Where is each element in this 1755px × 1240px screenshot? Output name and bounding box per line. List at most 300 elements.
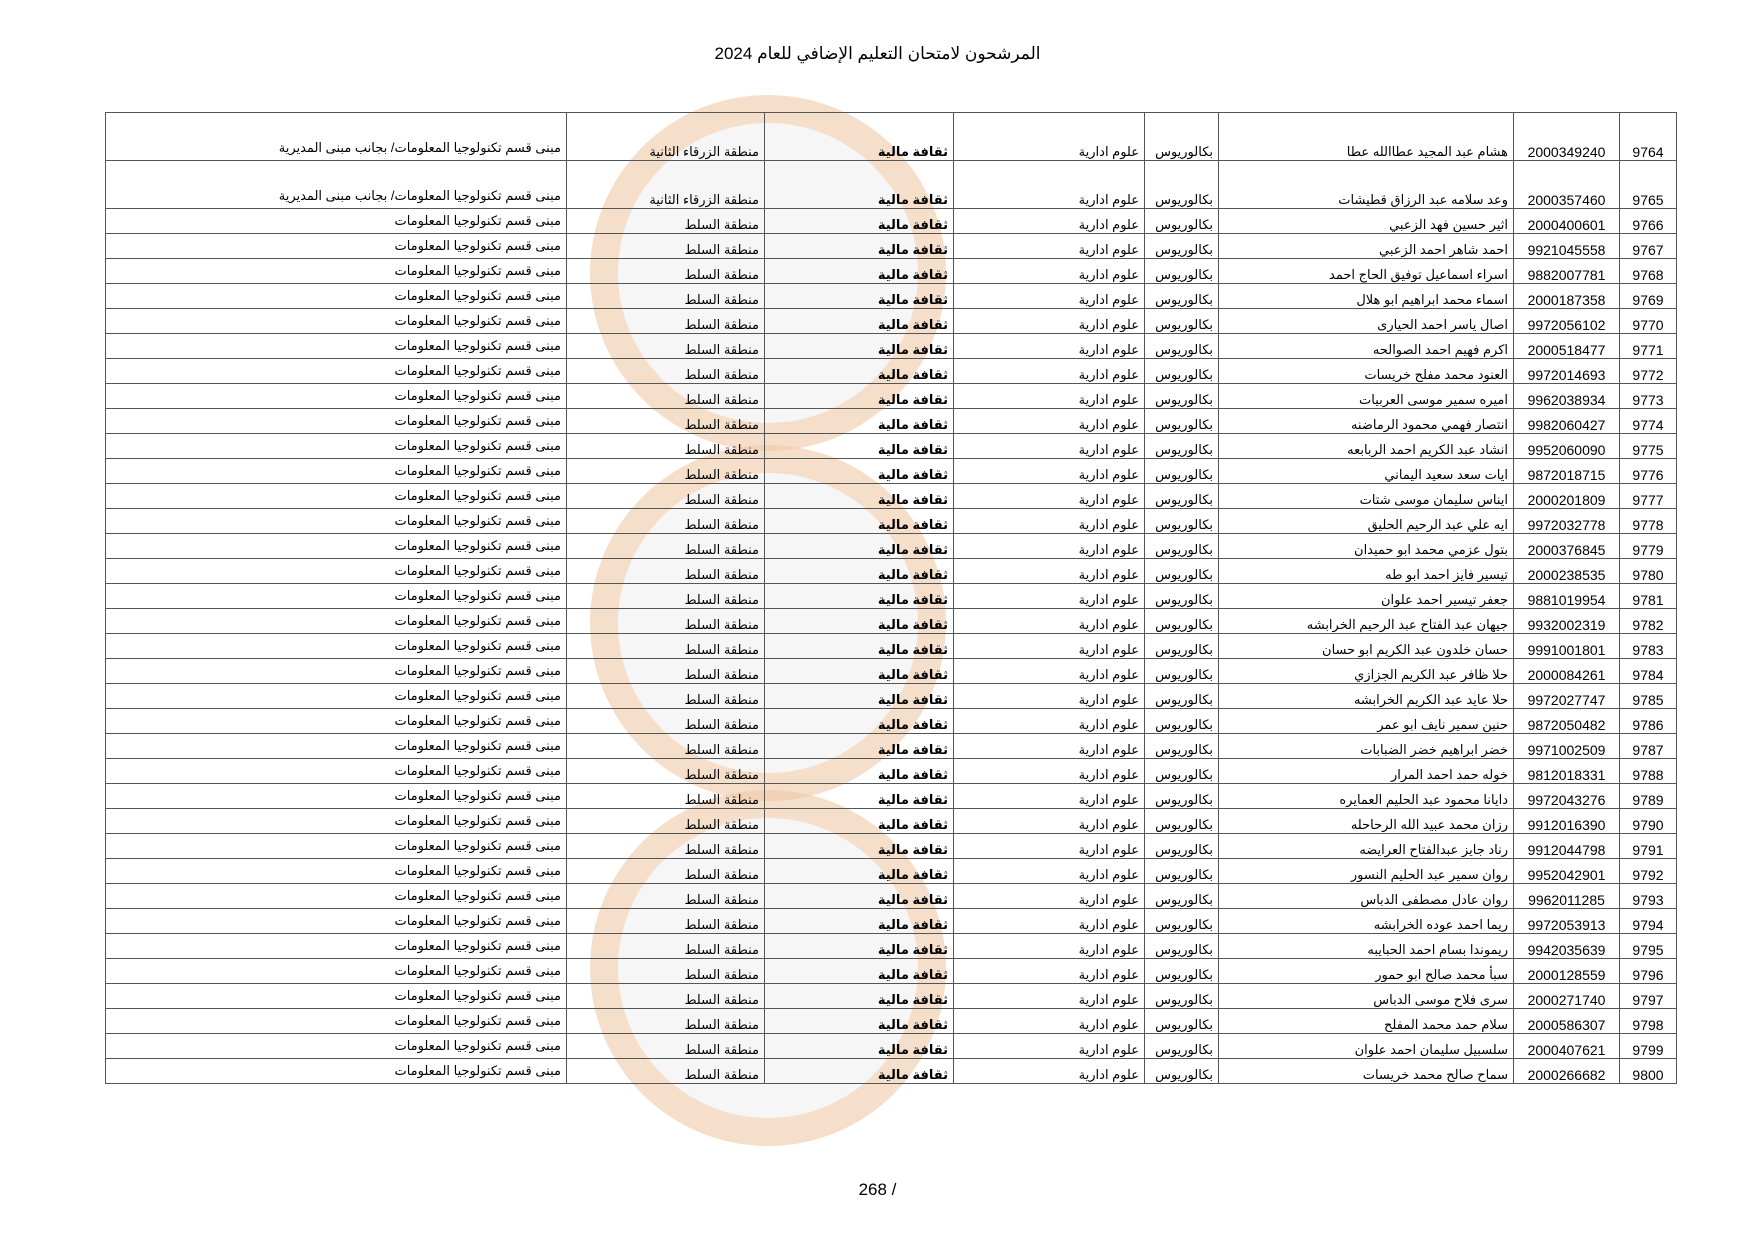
specialization-cell: علوم ادارية <box>954 209 1145 234</box>
student-name-cell: حنين سمير نايف ابو عمر <box>1219 709 1514 734</box>
sequence-cell: 9798 <box>1620 1009 1677 1034</box>
subject-cell: ثقافة مالية <box>765 709 954 734</box>
degree-cell: بكالوريوس <box>1145 1034 1219 1059</box>
degree-cell: بكالوريوس <box>1145 584 1219 609</box>
region-cell: منطقة السلط <box>567 209 765 234</box>
subject-cell: ثقافة مالية <box>765 659 954 684</box>
degree-cell: بكالوريوس <box>1145 534 1219 559</box>
degree-cell: بكالوريوس <box>1145 634 1219 659</box>
subject-cell: ثقافة مالية <box>765 1009 954 1034</box>
degree-cell: بكالوريوس <box>1145 659 1219 684</box>
student-id-cell: 9952060090 <box>1514 434 1620 459</box>
subject-cell: ثقافة مالية <box>765 384 954 409</box>
exam-location-cell: مبنى قسم تكنولوجيا المعلومات <box>106 859 567 884</box>
exam-location-cell: مبنى قسم تكنولوجيا المعلومات <box>106 734 567 759</box>
specialization-cell: علوم ادارية <box>954 309 1145 334</box>
exam-location-cell: مبنى قسم تكنولوجيا المعلومات <box>106 284 567 309</box>
table-row <box>106 734 1677 759</box>
exam-location-cell: مبنى قسم تكنولوجيا المعلومات/ بجانب مبنى المديرية <box>106 161 567 209</box>
sequence-cell: 9796 <box>1620 959 1677 984</box>
sequence-cell: 9788 <box>1620 759 1677 784</box>
specialization-cell: علوم ادارية <box>954 584 1145 609</box>
sequence-cell: 9785 <box>1620 684 1677 709</box>
exam-location-cell: مبنى قسم تكنولوجيا المعلومات <box>106 834 567 859</box>
degree-cell: بكالوريوس <box>1145 759 1219 784</box>
sequence-cell: 9775 <box>1620 434 1677 459</box>
specialization-cell: علوم ادارية <box>954 809 1145 834</box>
student-id-cell: 9962038934 <box>1514 384 1620 409</box>
sequence-cell: 9800 <box>1620 1059 1677 1084</box>
student-name-cell: اسماء محمد ابراهيم ابو هلال <box>1219 284 1514 309</box>
subject-cell: ثقافة مالية <box>765 884 954 909</box>
student-id-cell: 2000376845 <box>1514 534 1620 559</box>
degree-cell: بكالوريوس <box>1145 884 1219 909</box>
table-row <box>106 534 1677 559</box>
region-cell: منطقة السلط <box>567 284 765 309</box>
student-name-cell: ريما احمد عوده الخرابشه <box>1219 909 1514 934</box>
student-name-cell: بتول عزمي محمد ابو حميدان <box>1219 534 1514 559</box>
degree-cell: بكالوريوس <box>1145 1059 1219 1084</box>
exam-location-cell: مبنى قسم تكنولوجيا المعلومات <box>106 209 567 234</box>
specialization-cell: علوم ادارية <box>954 434 1145 459</box>
subject-cell: ثقافة مالية <box>765 634 954 659</box>
sequence-cell: 9776 <box>1620 459 1677 484</box>
specialization-cell: علوم ادارية <box>954 759 1145 784</box>
region-cell: منطقة السلط <box>567 984 765 1009</box>
region-cell: منطقة السلط <box>567 484 765 509</box>
region-cell: منطقة السلط <box>567 1034 765 1059</box>
subject-cell: ثقافة مالية <box>765 859 954 884</box>
sequence-cell: 9781 <box>1620 584 1677 609</box>
table-row <box>106 559 1677 584</box>
subject-cell: ثقافة مالية <box>765 559 954 584</box>
subject-cell: ثقافة مالية <box>765 284 954 309</box>
student-id-cell: 9982060427 <box>1514 409 1620 434</box>
exam-location-cell: مبنى قسم تكنولوجيا المعلومات <box>106 884 567 909</box>
exam-location-cell: مبنى قسم تكنولوجيا المعلومات <box>106 784 567 809</box>
table-row <box>106 209 1677 234</box>
student-id-cell: 9972043276 <box>1514 784 1620 809</box>
student-name-cell: خوله حمد احمد المرار <box>1219 759 1514 784</box>
specialization-cell: علوم ادارية <box>954 934 1145 959</box>
exam-location-cell: مبنى قسم تكنولوجيا المعلومات <box>106 584 567 609</box>
degree-cell: بكالوريوس <box>1145 459 1219 484</box>
degree-cell: بكالوريوس <box>1145 334 1219 359</box>
table-row <box>106 634 1677 659</box>
specialization-cell: علوم ادارية <box>954 1059 1145 1084</box>
degree-cell: بكالوريوس <box>1145 984 1219 1009</box>
student-id-cell: 2000407621 <box>1514 1034 1620 1059</box>
page-title: المرشحون لامتحان التعليم الإضافي للعام 2024 <box>714 44 1041 63</box>
table-row <box>106 759 1677 784</box>
subject-cell: ثقافة مالية <box>765 684 954 709</box>
student-id-cell: 9812018331 <box>1514 759 1620 784</box>
region-cell: منطقة السلط <box>567 384 765 409</box>
region-cell: منطقة السلط <box>567 459 765 484</box>
table-row <box>106 784 1677 809</box>
table-row <box>106 809 1677 834</box>
sequence-cell: 9795 <box>1620 934 1677 959</box>
subject-cell: ثقافة مالية <box>765 484 954 509</box>
table-row <box>106 459 1677 484</box>
student-name-cell: وعد سلامه عبد الرزاق قطيشات <box>1219 161 1514 209</box>
subject-cell: ثقافة مالية <box>765 434 954 459</box>
sequence-cell: 9797 <box>1620 984 1677 1009</box>
student-id-cell: 9972056102 <box>1514 309 1620 334</box>
sequence-cell: 9772 <box>1620 359 1677 384</box>
student-id-cell: 9872050482 <box>1514 709 1620 734</box>
degree-cell: بكالوريوس <box>1145 384 1219 409</box>
specialization-cell: علوم ادارية <box>954 909 1145 934</box>
table-row <box>106 284 1677 309</box>
degree-cell: بكالوريوس <box>1145 834 1219 859</box>
degree-cell: بكالوريوس <box>1145 113 1219 161</box>
subject-cell: ثقافة مالية <box>765 584 954 609</box>
subject-cell: ثقافة مالية <box>765 309 954 334</box>
specialization-cell: علوم ادارية <box>954 609 1145 634</box>
student-name-cell: سماح صالح محمد خريسات <box>1219 1059 1514 1084</box>
region-cell: منطقة السلط <box>567 1059 765 1084</box>
region-cell: منطقة السلط <box>567 509 765 534</box>
degree-cell: بكالوريوس <box>1145 609 1219 634</box>
subject-cell: ثقافة مالية <box>765 609 954 634</box>
exam-location-cell: مبنى قسم تكنولوجيا المعلومات <box>106 1034 567 1059</box>
student-id-cell: 2000187358 <box>1514 284 1620 309</box>
exam-location-cell: مبنى قسم تكنولوجيا المعلومات <box>106 509 567 534</box>
specialization-cell: علوم ادارية <box>954 859 1145 884</box>
degree-cell: بكالوريوس <box>1145 934 1219 959</box>
exam-location-cell: مبنى قسم تكنولوجيا المعلومات <box>106 484 567 509</box>
student-id-cell: 9881019954 <box>1514 584 1620 609</box>
table-row <box>106 113 1677 161</box>
sequence-cell: 9767 <box>1620 234 1677 259</box>
table-row <box>106 959 1677 984</box>
subject-cell: ثقافة مالية <box>765 984 954 1009</box>
exam-location-cell: مبنى قسم تكنولوجيا المعلومات <box>106 1059 567 1084</box>
region-cell: منطقة السلط <box>567 609 765 634</box>
specialization-cell: علوم ادارية <box>954 1009 1145 1034</box>
subject-cell: ثقافة مالية <box>765 509 954 534</box>
region-cell: منطقة السلط <box>567 909 765 934</box>
subject-cell: ثقافة مالية <box>765 759 954 784</box>
student-name-cell: روان سمير عبد الحليم النسور <box>1219 859 1514 884</box>
degree-cell: بكالوريوس <box>1145 959 1219 984</box>
table-row <box>106 859 1677 884</box>
student-name-cell: انتصار فهمي محمود الرماضنه <box>1219 409 1514 434</box>
student-id-cell: 9912016390 <box>1514 809 1620 834</box>
degree-cell: بكالوريوس <box>1145 684 1219 709</box>
sequence-cell: 9770 <box>1620 309 1677 334</box>
subject-cell: ثقافة مالية <box>765 259 954 284</box>
student-name-cell: اميره سمير موسى العربيات <box>1219 384 1514 409</box>
specialization-cell: علوم ادارية <box>954 409 1145 434</box>
student-id-cell: 2000586307 <box>1514 1009 1620 1034</box>
student-name-cell: جيهان عبد الفتاح عبد الرحيم الخرابشه <box>1219 609 1514 634</box>
specialization-cell: علوم ادارية <box>954 1034 1145 1059</box>
specialization-cell: علوم ادارية <box>954 534 1145 559</box>
student-name-cell: اكرم فهيم احمد الصوالحه <box>1219 334 1514 359</box>
student-name-cell: خضر ابراهيم خضر الضبابات <box>1219 734 1514 759</box>
degree-cell: بكالوريوس <box>1145 259 1219 284</box>
specialization-cell: علوم ادارية <box>954 113 1145 161</box>
student-name-cell: حلا عايد عبد الكريم الخرابشه <box>1219 684 1514 709</box>
region-cell: منطقة السلط <box>567 634 765 659</box>
degree-cell: بكالوريوس <box>1145 359 1219 384</box>
student-id-cell: 2000266682 <box>1514 1059 1620 1084</box>
region-cell: منطقة السلط <box>567 434 765 459</box>
degree-cell: بكالوريوس <box>1145 234 1219 259</box>
degree-cell: بكالوريوس <box>1145 409 1219 434</box>
subject-cell: ثقافة مالية <box>765 809 954 834</box>
sequence-cell: 9789 <box>1620 784 1677 809</box>
specialization-cell: علوم ادارية <box>954 284 1145 309</box>
table-row <box>106 884 1677 909</box>
degree-cell: بكالوريوس <box>1145 434 1219 459</box>
student-name-cell: ايناس سليمان موسى شتات <box>1219 484 1514 509</box>
student-id-cell: 9962011285 <box>1514 884 1620 909</box>
region-cell: منطقة السلط <box>567 959 765 984</box>
region-cell: منطقة السلط <box>567 584 765 609</box>
sequence-cell: 9786 <box>1620 709 1677 734</box>
exam-location-cell: مبنى قسم تكنولوجيا المعلومات <box>106 534 567 559</box>
table-row <box>106 161 1677 209</box>
exam-location-cell: مبنى قسم تكنولوجيا المعلومات <box>106 809 567 834</box>
exam-location-cell: مبنى قسم تكنولوجيا المعلومات <box>106 259 567 284</box>
sequence-cell: 9793 <box>1620 884 1677 909</box>
specialization-cell: علوم ادارية <box>954 459 1145 484</box>
specialization-cell: علوم ادارية <box>954 784 1145 809</box>
region-cell: منطقة الزرقاء الثانية <box>567 161 765 209</box>
table-row <box>106 834 1677 859</box>
table-row <box>106 684 1677 709</box>
specialization-cell: علوم ادارية <box>954 259 1145 284</box>
region-cell: منطقة السلط <box>567 659 765 684</box>
region-cell: منطقة السلط <box>567 259 765 284</box>
subject-cell: ثقافة مالية <box>765 409 954 434</box>
sequence-cell: 9769 <box>1620 284 1677 309</box>
sequence-cell: 9774 <box>1620 409 1677 434</box>
sequence-cell: 9792 <box>1620 859 1677 884</box>
region-cell: منطقة السلط <box>567 709 765 734</box>
region-cell: منطقة السلط <box>567 834 765 859</box>
table-row <box>106 384 1677 409</box>
table-row <box>106 609 1677 634</box>
student-name-cell: سلام حمد محمد المفلح <box>1219 1009 1514 1034</box>
student-id-cell: 9921045558 <box>1514 234 1620 259</box>
degree-cell: بكالوريوس <box>1145 484 1219 509</box>
student-id-cell: 9952042901 <box>1514 859 1620 884</box>
sequence-cell: 9764 <box>1620 113 1677 161</box>
student-id-cell: 2000349240 <box>1514 113 1620 161</box>
student-id-cell: 9971002509 <box>1514 734 1620 759</box>
student-id-cell: 9932002319 <box>1514 609 1620 634</box>
student-name-cell: انشاد عبد الكريم احمد الربابعه <box>1219 434 1514 459</box>
student-name-cell: دايانا محمود عبد الحليم العمايره <box>1219 784 1514 809</box>
degree-cell: بكالوريوس <box>1145 209 1219 234</box>
student-name-cell: سلسبيل سليمان احمد علوان <box>1219 1034 1514 1059</box>
region-cell: منطقة السلط <box>567 409 765 434</box>
student-name-cell: حسان خلدون عبد الكريم ابو حسان <box>1219 634 1514 659</box>
subject-cell: ثقافة مالية <box>765 784 954 809</box>
exam-location-cell: مبنى قسم تكنولوجيا المعلومات <box>106 434 567 459</box>
student-name-cell: سبأ محمد صالح ابو حمور <box>1219 959 1514 984</box>
student-id-cell: 9991001801 <box>1514 634 1620 659</box>
sequence-cell: 9787 <box>1620 734 1677 759</box>
student-id-cell: 2000271740 <box>1514 984 1620 1009</box>
region-cell: منطقة السلط <box>567 809 765 834</box>
student-name-cell: سرى فلاح موسى الدباس <box>1219 984 1514 1009</box>
sequence-cell: 9778 <box>1620 509 1677 534</box>
sequence-cell: 9799 <box>1620 1034 1677 1059</box>
exam-location-cell: مبنى قسم تكنولوجيا المعلومات <box>106 634 567 659</box>
subject-cell: ثقافة مالية <box>765 734 954 759</box>
subject-cell: ثقافة مالية <box>765 534 954 559</box>
exam-location-cell: مبنى قسم تكنولوجيا المعلومات <box>106 959 567 984</box>
degree-cell: بكالوريوس <box>1145 509 1219 534</box>
sequence-cell: 9782 <box>1620 609 1677 634</box>
student-id-cell: 2000084261 <box>1514 659 1620 684</box>
table-row <box>106 909 1677 934</box>
region-cell: منطقة السلط <box>567 359 765 384</box>
specialization-cell: علوم ادارية <box>954 359 1145 384</box>
student-name-cell: جعفر تيسير احمد علوان <box>1219 584 1514 609</box>
table-row <box>106 709 1677 734</box>
exam-location-cell: مبنى قسم تكنولوجيا المعلومات <box>106 459 567 484</box>
student-id-cell: 2000357460 <box>1514 161 1620 209</box>
student-id-cell: 9872018715 <box>1514 459 1620 484</box>
student-name-cell: العنود محمد مفلح خريسات <box>1219 359 1514 384</box>
exam-location-cell: مبنى قسم تكنولوجيا المعلومات <box>106 384 567 409</box>
exam-location-cell: مبنى قسم تكنولوجيا المعلومات <box>106 759 567 784</box>
student-id-cell: 9972053913 <box>1514 909 1620 934</box>
exam-location-cell: مبنى قسم تكنولوجيا المعلومات <box>106 334 567 359</box>
student-name-cell: ايات سعد سعيد اليماني <box>1219 459 1514 484</box>
sequence-cell: 9779 <box>1620 534 1677 559</box>
degree-cell: بكالوريوس <box>1145 909 1219 934</box>
specialization-cell: علوم ادارية <box>954 384 1145 409</box>
specialization-cell: علوم ادارية <box>954 484 1145 509</box>
table-row <box>106 984 1677 1009</box>
region-cell: منطقة السلط <box>567 684 765 709</box>
table-row <box>106 1059 1677 1084</box>
region-cell: منطقة السلط <box>567 334 765 359</box>
degree-cell: بكالوريوس <box>1145 1009 1219 1034</box>
exam-location-cell: مبنى قسم تكنولوجيا المعلومات <box>106 659 567 684</box>
student-id-cell: 2000201809 <box>1514 484 1620 509</box>
degree-cell: بكالوريوس <box>1145 309 1219 334</box>
region-cell: منطقة السلط <box>567 734 765 759</box>
sequence-cell: 9765 <box>1620 161 1677 209</box>
student-name-cell: احمد شاهر احمد الزعبي <box>1219 234 1514 259</box>
subject-cell: ثقافة مالية <box>765 959 954 984</box>
sequence-cell: 9766 <box>1620 209 1677 234</box>
sequence-cell: 9780 <box>1620 559 1677 584</box>
specialization-cell: علوم ادارية <box>954 559 1145 584</box>
region-cell: منطقة السلط <box>567 559 765 584</box>
student-name-cell: رزان محمد عبيد الله الرحاحله <box>1219 809 1514 834</box>
student-name-cell: اسراء اسماعيل توفيق الحاج احمد <box>1219 259 1514 284</box>
table-row <box>106 359 1677 384</box>
student-id-cell: 2000128559 <box>1514 959 1620 984</box>
sequence-cell: 9784 <box>1620 659 1677 684</box>
subject-cell: ثقافة مالية <box>765 209 954 234</box>
sequence-cell: 9771 <box>1620 334 1677 359</box>
subject-cell: ثقافة مالية <box>765 359 954 384</box>
student-name-cell: تيسير فايز احمد ابو طه <box>1219 559 1514 584</box>
region-cell: منطقة السلط <box>567 534 765 559</box>
region-cell: منطقة السلط <box>567 234 765 259</box>
degree-cell: بكالوريوس <box>1145 859 1219 884</box>
student-name-cell: اثير حسين فهد الزعبي <box>1219 209 1514 234</box>
region-cell: منطقة السلط <box>567 884 765 909</box>
exam-location-cell: مبنى قسم تكنولوجيا المعلومات <box>106 234 567 259</box>
table-row <box>106 309 1677 334</box>
table-row <box>106 659 1677 684</box>
specialization-cell: علوم ادارية <box>954 634 1145 659</box>
region-cell: منطقة الزرقاء الثانية <box>567 113 765 161</box>
subject-cell: ثقافة مالية <box>765 234 954 259</box>
degree-cell: بكالوريوس <box>1145 284 1219 309</box>
region-cell: منطقة السلط <box>567 784 765 809</box>
subject-cell: ثقافة مالية <box>765 459 954 484</box>
exam-location-cell: مبنى قسم تكنولوجيا المعلومات <box>106 1009 567 1034</box>
specialization-cell: علوم ادارية <box>954 161 1145 209</box>
subject-cell: ثقافة مالية <box>765 909 954 934</box>
region-cell: منطقة السلط <box>567 1009 765 1034</box>
degree-cell: بكالوريوس <box>1145 559 1219 584</box>
candidates-table <box>105 112 1677 1084</box>
subject-cell: ثقافة مالية <box>765 1059 954 1084</box>
specialization-cell: علوم ادارية <box>954 884 1145 909</box>
specialization-cell: علوم ادارية <box>954 334 1145 359</box>
subject-cell: ثقافة مالية <box>765 934 954 959</box>
exam-location-cell: مبنى قسم تكنولوجيا المعلومات <box>106 984 567 1009</box>
specialization-cell: علوم ادارية <box>954 834 1145 859</box>
sequence-cell: 9791 <box>1620 834 1677 859</box>
student-id-cell: 9972027747 <box>1514 684 1620 709</box>
exam-location-cell: مبنى قسم تكنولوجيا المعلومات <box>106 909 567 934</box>
table-row <box>106 1034 1677 1059</box>
student-id-cell: 2000400601 <box>1514 209 1620 234</box>
degree-cell: بكالوريوس <box>1145 809 1219 834</box>
region-cell: منطقة السلط <box>567 759 765 784</box>
degree-cell: بكالوريوس <box>1145 734 1219 759</box>
subject-cell: ثقافة مالية <box>765 834 954 859</box>
student-id-cell: 9972014693 <box>1514 359 1620 384</box>
table-row <box>106 509 1677 534</box>
sequence-cell: 9794 <box>1620 909 1677 934</box>
subject-cell: ثقافة مالية <box>765 334 954 359</box>
degree-cell: بكالوريوس <box>1145 709 1219 734</box>
specialization-cell: علوم ادارية <box>954 959 1145 984</box>
student-name-cell: روان عادل مصطفى الدباس <box>1219 884 1514 909</box>
student-name-cell: رناد جايز عبدالفتاح العرايضه <box>1219 834 1514 859</box>
specialization-cell: علوم ادارية <box>954 709 1145 734</box>
student-name-cell: اصال ياسر احمد الحيارى <box>1219 309 1514 334</box>
exam-location-cell: مبنى قسم تكنولوجيا المعلومات/ بجانب مبنى المديرية <box>106 113 567 161</box>
region-cell: منطقة السلط <box>567 934 765 959</box>
sequence-cell: 9773 <box>1620 384 1677 409</box>
student-name-cell: ريموندا بسام احمد الحبايبه <box>1219 934 1514 959</box>
student-id-cell: 9972032778 <box>1514 509 1620 534</box>
table-row <box>106 934 1677 959</box>
student-id-cell: 2000238535 <box>1514 559 1620 584</box>
degree-cell: بكالوريوس <box>1145 784 1219 809</box>
specialization-cell: علوم ادارية <box>954 984 1145 1009</box>
specialization-cell: علوم ادارية <box>954 684 1145 709</box>
exam-location-cell: مبنى قسم تكنولوجيا المعلومات <box>106 709 567 734</box>
sequence-cell: 9768 <box>1620 259 1677 284</box>
